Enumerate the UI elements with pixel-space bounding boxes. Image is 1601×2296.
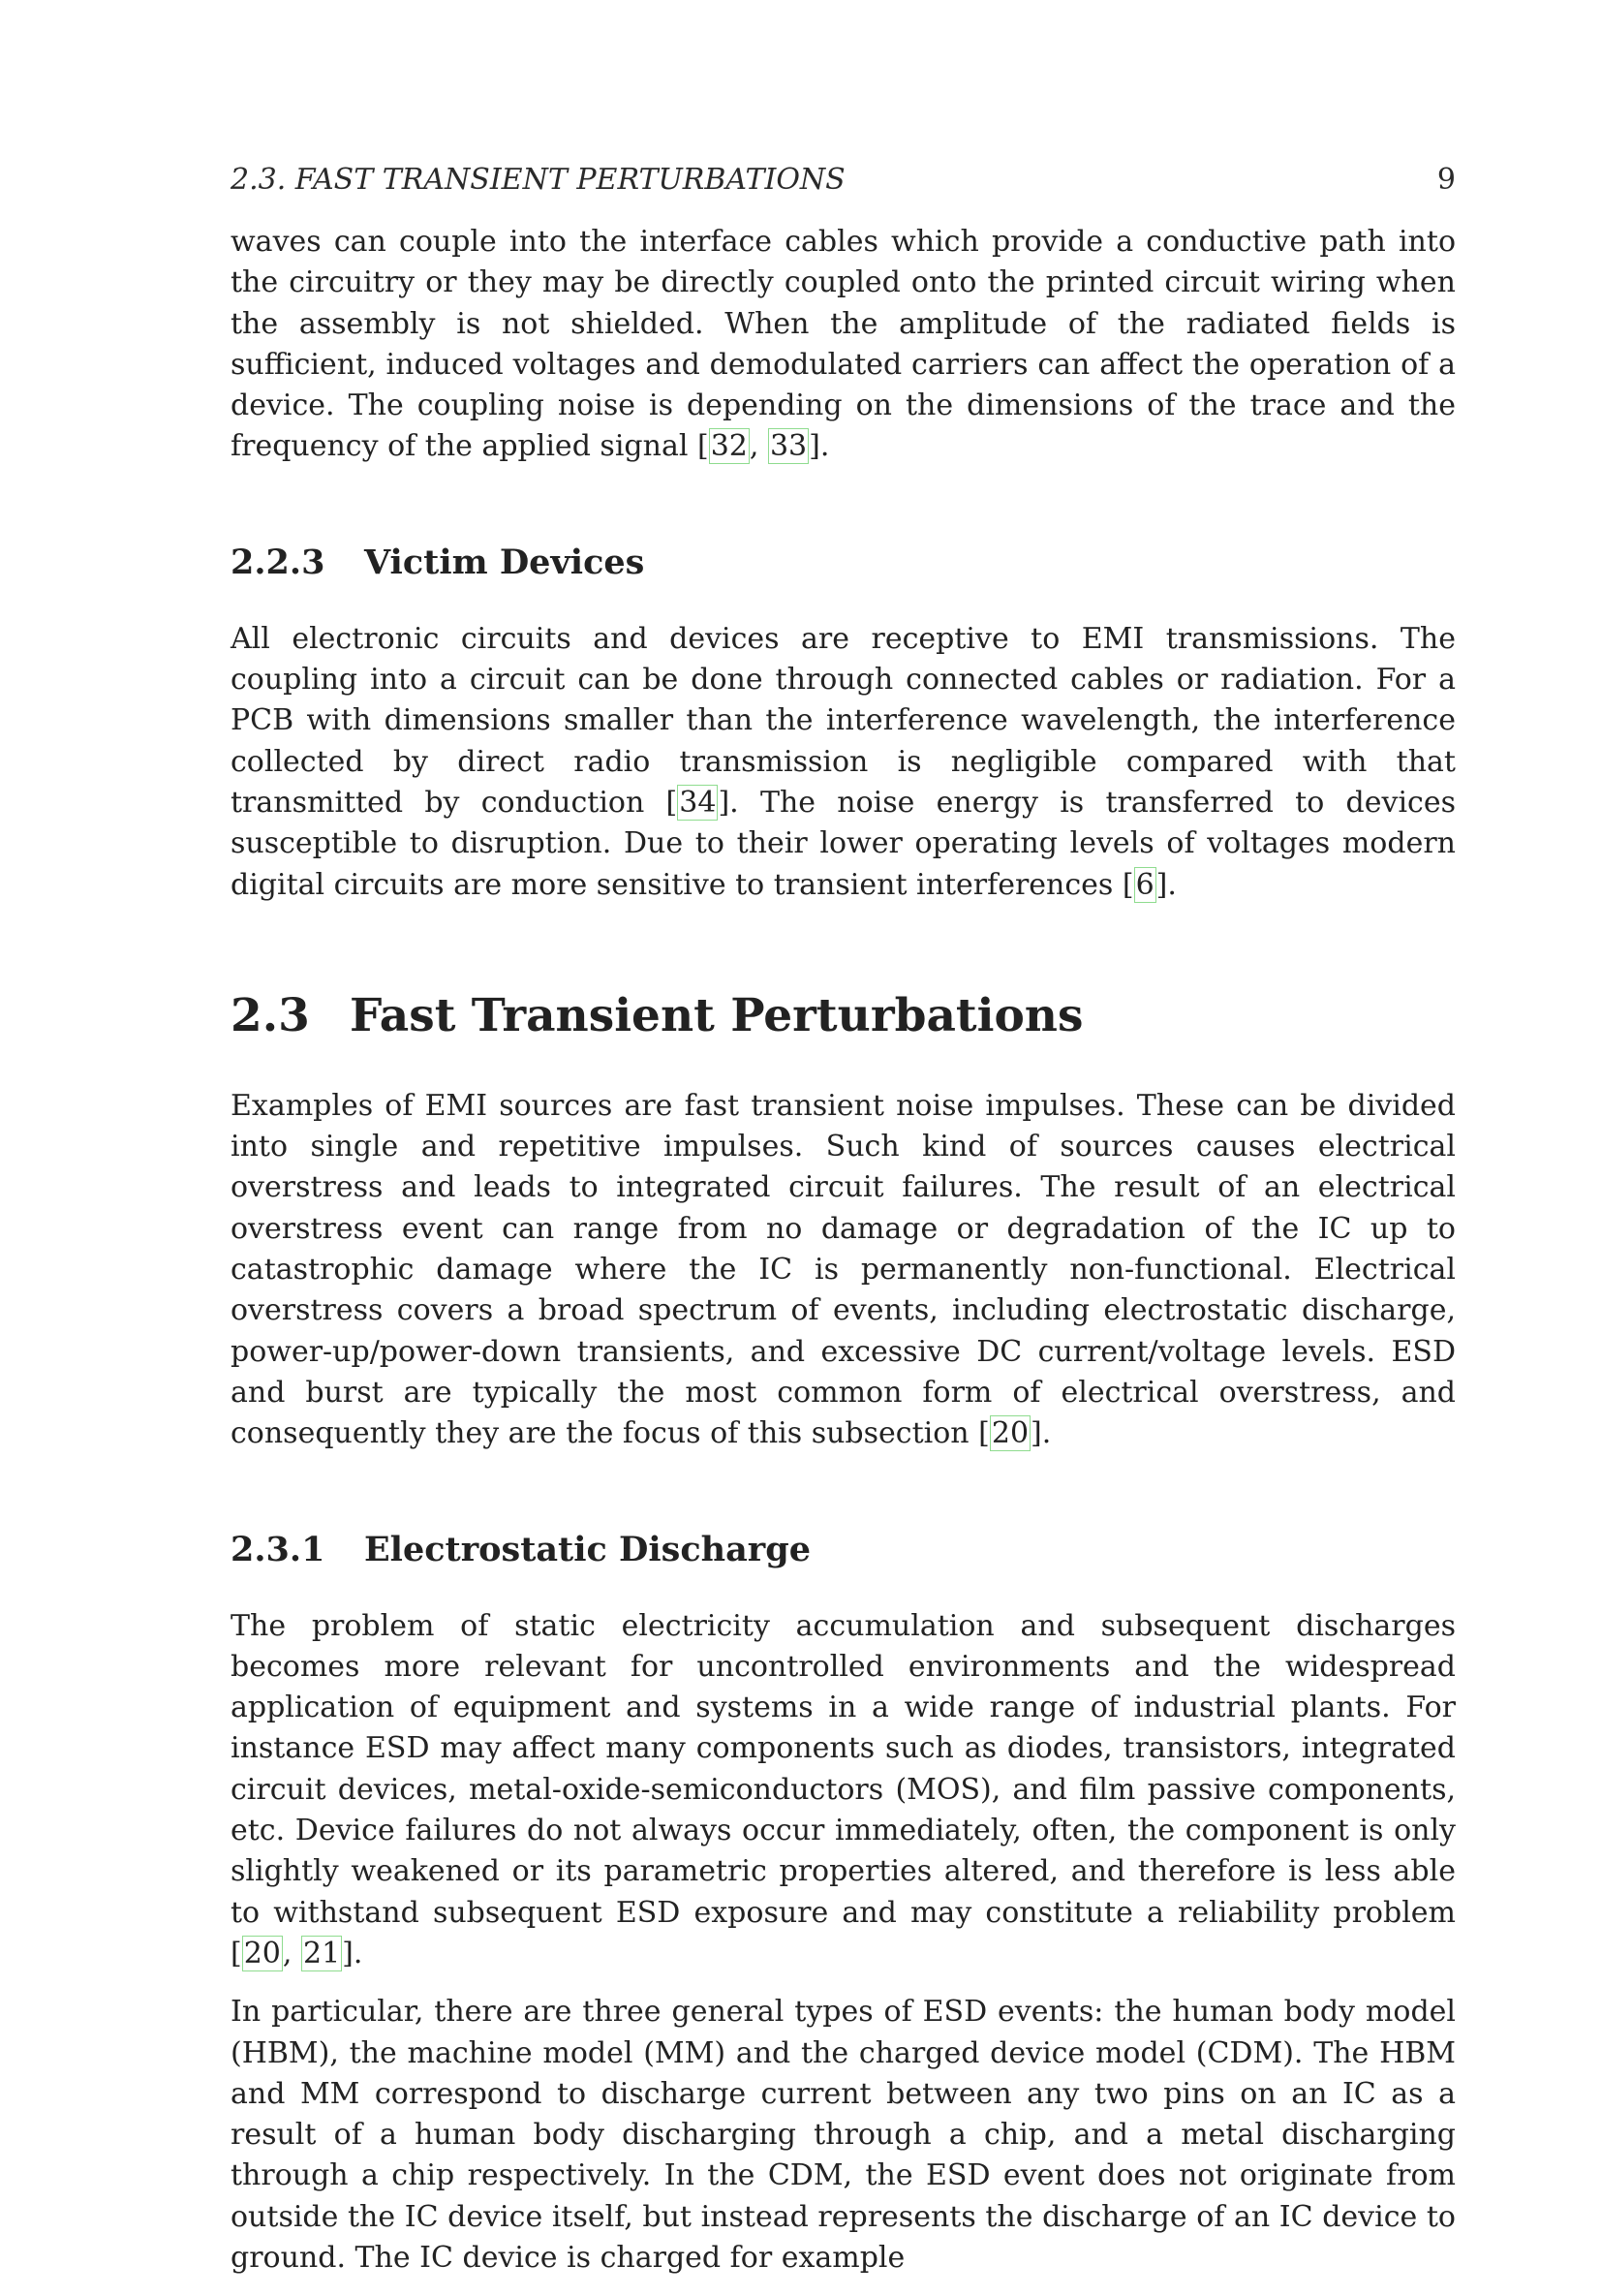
bracket: ] bbox=[718, 785, 730, 820]
header-section-title: 2.3. FAST TRANSIENT PERTURBATIONS bbox=[231, 163, 846, 197]
paragraph-text: . The noise energy is transferred to devices susceptible to disruption. Due to their lower operating levels of voltages modern digital circuits are more sensitive to transient interferences bbox=[231, 785, 1456, 902]
section-title: Victim Devices bbox=[364, 542, 645, 582]
citation-link[interactable]: 32 bbox=[710, 429, 748, 464]
intro-text: waves can couple into the interface cables which provide a conductive path into the circuitry or they may be directly coupled onto the printed circuit wiring when the assembly is not shielded. When the amplitude of the radiated fields is sufficient, induced voltages and demodulated carriers can affect the operation of a device. The coupling noise is depending on the dimensions of the trace and the frequency of the applied signal bbox=[231, 225, 1456, 464]
citation-link[interactable]: 20 bbox=[243, 1936, 281, 1970]
victim-devices-paragraph bbox=[231, 619, 1456, 906]
bracket: [ bbox=[231, 1936, 242, 1970]
citation-link[interactable]: 20 bbox=[991, 1416, 1030, 1451]
subsection-heading-victim-devices bbox=[231, 543, 1456, 582]
fast-transient-paragraph bbox=[231, 1086, 1456, 1455]
separator: , bbox=[749, 429, 768, 464]
intro-paragraph bbox=[231, 222, 1456, 468]
esd-paragraph-1 bbox=[231, 1606, 1456, 1975]
running-header bbox=[231, 163, 1456, 197]
citation-link[interactable]: 34 bbox=[679, 785, 717, 820]
paragraph-text: The problem of static electricity accumulation and subsequent discharges becomes more relevant for uncontrolled environments and the widespread application of equipment and systems in a wide range of industrial plants. For instance ESD may affect many components such as diodes, transistors, integrated circuit devices, metal-oxide-semiconductors (MOS), and film passive components, etc. Device failures do not always occur immediately, often, the component is only slightly weakened or its parametric properties altered, and therefore is less able to withstand subsequent ESD exposure and may constitute a reliability problem bbox=[231, 1608, 1456, 1930]
paragraph-text: Examples of EMI sources are fast transient noise impulses. These can be divided into single and repetitive impulses. Such kind of sources causes electrical overstress and leads to integrated circuit failures. The result of an electrical overstress event can range from no damage or degradation of the IC up to catastrophic damage where the IC is permanently non-functional. Electrical overstress covers a broad spectrum of events, including electrostatic discharge, power-up/power-down transients, and excessive DC current/voltage levels. ESD and burst are typically the most common form of electrical overstress, and consequently they are the focus of this subsection bbox=[231, 1088, 1456, 1451]
citation-link[interactable]: 33 bbox=[769, 429, 808, 464]
citation-link[interactable]: 21 bbox=[302, 1936, 341, 1970]
section-title: Electrostatic Discharge bbox=[364, 1529, 811, 1569]
section-title: Fast Transient Perturbations bbox=[350, 988, 1084, 1042]
separator: , bbox=[282, 1936, 301, 1970]
bracket: ]. bbox=[1031, 1416, 1052, 1451]
citation-link[interactable]: 6 bbox=[1135, 867, 1155, 902]
section-number: 2.3 bbox=[231, 988, 310, 1042]
subsection-heading-electrostatic-discharge bbox=[231, 1531, 1456, 1569]
section-number: 2.2.3 bbox=[231, 542, 325, 582]
bracket: [ bbox=[696, 429, 709, 464]
bracket: [ bbox=[978, 1416, 990, 1451]
section-number: 2.3.1 bbox=[231, 1529, 325, 1569]
document-page bbox=[231, 163, 1456, 2296]
esd-paragraph-2: In particular, there are three general types of ESD events: the human body model (HBM), the machine model (MM) and the charged device model (CDM). The HBM and MM correspond to discharge current between any two pins on an IC as a result of a human body discharging through a chip, and a metal discharging through a chip respectively. In the CDM, the ESD event does not originate from outside the IC device itself, but instead represents the discharge of an IC device to ground. The IC device is charged for example bbox=[231, 1995, 1456, 2275]
page-number: 9 bbox=[1436, 163, 1456, 197]
bracket: ]. bbox=[342, 1936, 363, 1970]
bracket: ]. bbox=[809, 429, 830, 464]
bracket: [ bbox=[1122, 867, 1134, 902]
bracket: ]. bbox=[1155, 867, 1177, 902]
section-heading-fast-transient bbox=[231, 988, 1456, 1042]
paragraph-text: All electronic circuits and devices are receptive to EMI transmissions. The coupling into a circuit can be done through connected cables or radiation. For a PCB with dimensions smaller than the interference wavelength, the interference collected by direct radio transmission is negligible compared with that transmitted by conduction bbox=[231, 621, 1456, 820]
bracket: [ bbox=[665, 785, 678, 820]
